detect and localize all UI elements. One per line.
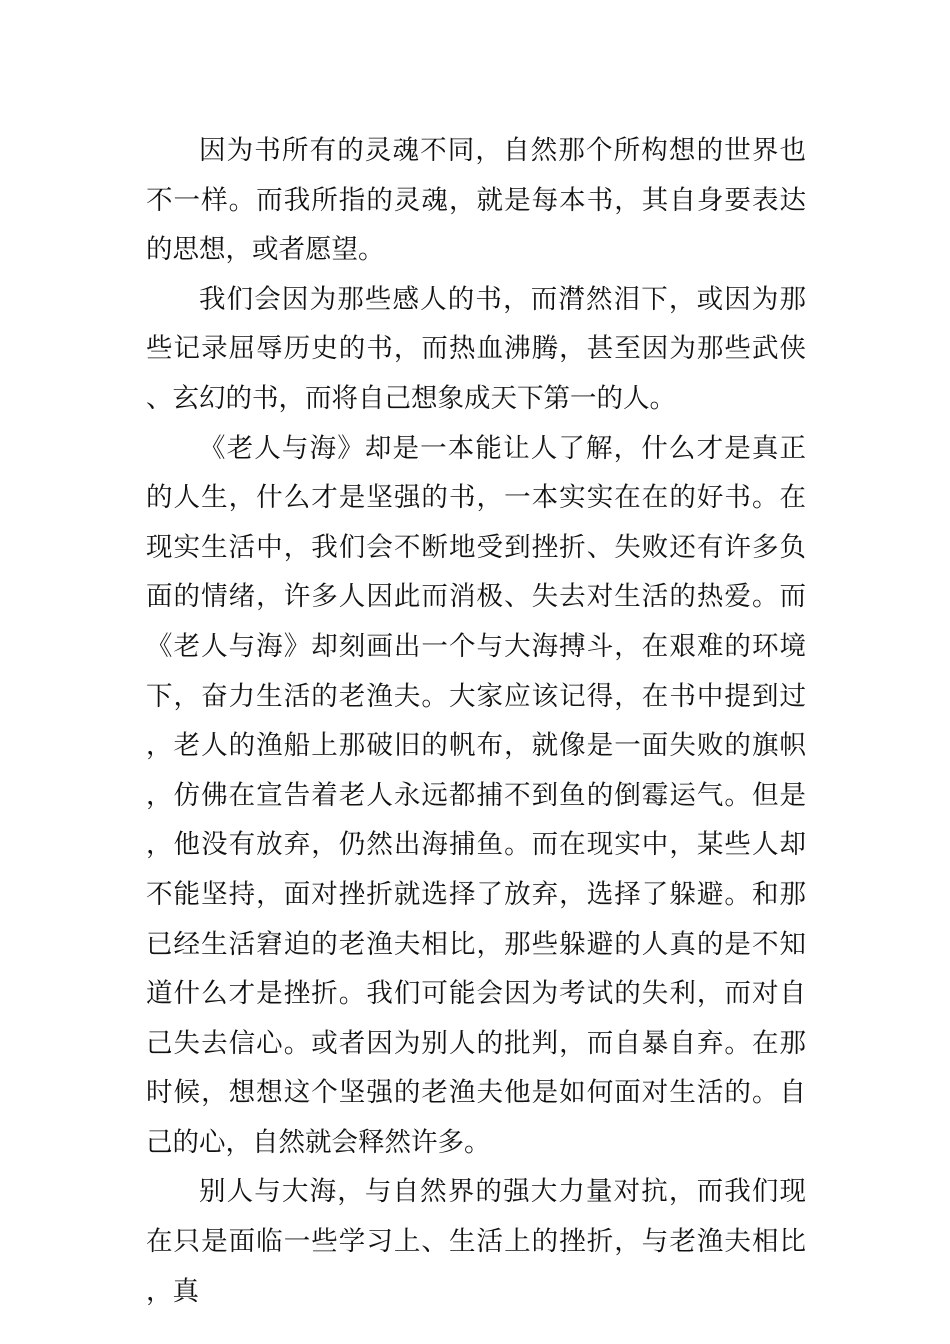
document-body [146,126,806,1316]
paragraph-3: 《老人与海》却是一本能让人了解，什么才是真正的人生，什么才是坚强的书，一本实实在在的好书。在现实生活中，我们会不断地受到挫折、失败还有许多负面的情绪，许多人因此而消极、失去对生活的热爱。而《老人与海》却刻画出一个与大海搏斗，在艰难的环境下，奋力生活的老渔夫。大家应该记得，在书中提到过，老人的渔船上那破旧的帆布，就像是一面失败的旗帜，仿佛在宣告着老人永远都捕不到鱼的倒霉运气。但是，他没有放弃，仍然出海捕鱼。而在现实中，某些人却不能坚持，面对挫折就选择了放弃，选择了躲避。和那已经生活窘迫的老渔夫相比，那些躲避的人真的是不知道什么才是挫折。我们可能会因为考试的失利，而对自己失去信心。或者因为别人的批判，而自暴自弃。在那时候，想想这个坚强的老渔夫他是如何面对生活的。自己的心，自然就会释然许多。 [146,432,806,1158]
paragraph-2: 我们会因为那些感人的书，而潸然泪下，或因为那些记录屈辱历史的书，而热血沸腾，甚至因为那些武侠、玄幻的书，而将自己想象成天下第一的人。 [146,283,806,414]
paragraph-1: 因为书所有的灵魂不同，自然那个所构想的世界也不一样。而我所指的灵魂，就是每本书，其自身要表达的思想，或者愿望。 [146,135,806,266]
paragraph-4: 别人与大海，与自然界的强大力量对抗，而我们现在只是面临一些学习上、生活上的挫折，与老渔夫相比，真 [146,1176,806,1307]
